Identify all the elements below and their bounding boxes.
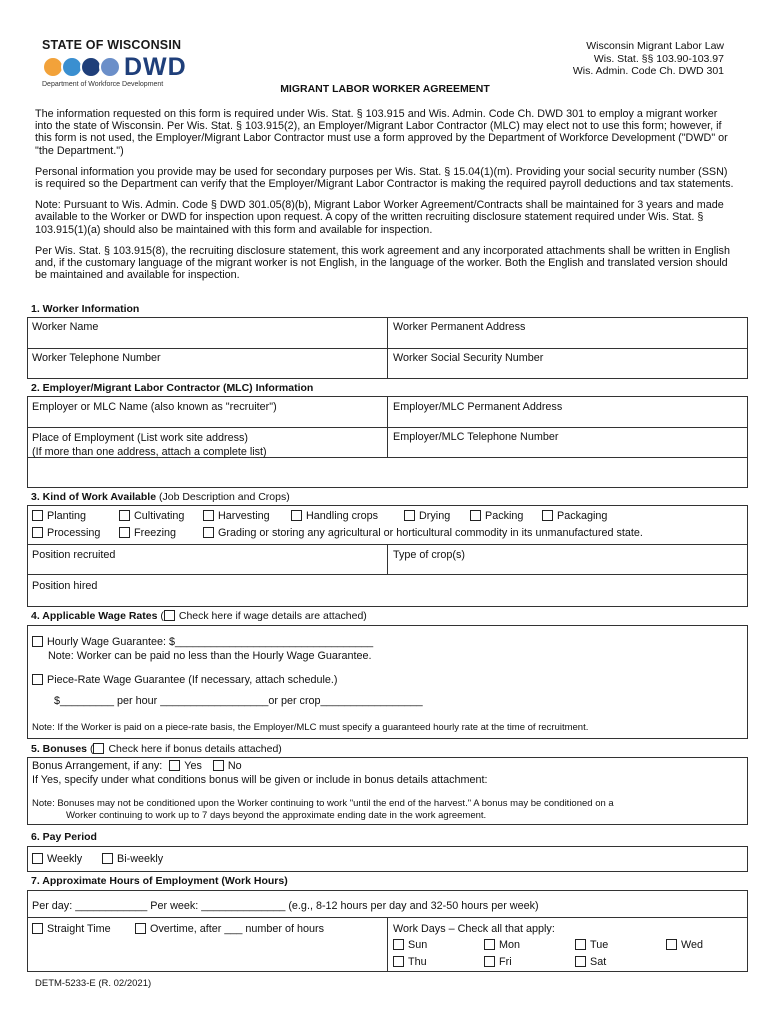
checkbox-icon[interactable] bbox=[102, 853, 113, 864]
work-hours-box bbox=[27, 890, 748, 972]
checkbox-icon[interactable] bbox=[32, 636, 43, 647]
weekly-option[interactable] bbox=[32, 853, 82, 865]
piece-rate-option[interactable] bbox=[32, 674, 337, 686]
checkbox-icon[interactable] bbox=[470, 510, 481, 521]
logo-dept-text: Department of Workforce Development bbox=[42, 81, 164, 88]
checkbox-icon[interactable] bbox=[203, 527, 214, 538]
option-label: Harvesting bbox=[218, 510, 270, 522]
checkbox-icon[interactable] bbox=[32, 923, 43, 934]
overtime-option[interactable] bbox=[135, 923, 324, 935]
day-label: Tue bbox=[590, 939, 609, 951]
checkbox-icon[interactable] bbox=[203, 510, 214, 521]
checkbox-freezing[interactable] bbox=[119, 527, 176, 539]
bonus-note-line2: Worker continuing to work up to 7 days beyond the approximate ending date in the work agreement. bbox=[66, 810, 487, 821]
employer-address-field[interactable]: Employer/MLC Permanent Address bbox=[393, 401, 563, 413]
section-3-title bbox=[31, 491, 290, 503]
bonus-no-checkbox[interactable] bbox=[213, 760, 224, 771]
section-5-title-text: 5. Bonuses bbox=[31, 743, 88, 755]
day-label: Sat bbox=[590, 956, 607, 968]
intro-paragraph: Per Wis. Stat. § 103.915(8), the recruiting disclosure statement, this work agreement and any incorporated attachments shall be written in English and, if the customary language of the migrant worker is not English, in the language of the worker. Both the English and translated version should be maintained and available for inspection. bbox=[35, 244, 730, 282]
checkbox-icon[interactable] bbox=[393, 939, 404, 950]
straight-time-label: Straight Time bbox=[47, 923, 111, 935]
law-line: Wisconsin Migrant Labor Law bbox=[586, 40, 724, 52]
option-label: Processing bbox=[47, 527, 101, 539]
pay-period-box bbox=[27, 846, 748, 872]
checkbox-icon[interactable] bbox=[666, 939, 677, 950]
day-label: Thu bbox=[408, 956, 427, 968]
checkbox-icon[interactable] bbox=[32, 510, 43, 521]
worker-ssn-field[interactable]: Worker Social Security Number bbox=[393, 352, 544, 364]
straight-time-option[interactable] bbox=[32, 923, 111, 935]
employer-name-field[interactable]: Employer or MLC Name (also known as "recruiter") bbox=[32, 401, 277, 413]
bonus-specify: If Yes, specify under what conditions bonus will be given or include in bonus details attachment: bbox=[32, 774, 488, 786]
hourly-wage-label: Hourly Wage Guarantee: $_________________________________ bbox=[47, 636, 374, 648]
day-fri[interactable] bbox=[484, 956, 512, 968]
law-line: Wis. Admin. Code Ch. DWD 301 bbox=[572, 65, 724, 77]
section-1-title: 1. Worker Information bbox=[31, 303, 140, 315]
bonus-attached-checkbox[interactable] bbox=[93, 743, 104, 754]
biweekly-option[interactable] bbox=[102, 853, 163, 865]
law-reference bbox=[573, 40, 724, 78]
section-4-title: 4. Applicable Wage Rates ( Check here if wage details are attached) bbox=[31, 610, 367, 622]
wage-rates-box bbox=[27, 625, 748, 739]
worker-info-box bbox=[27, 317, 748, 379]
checkbox-icon[interactable] bbox=[484, 939, 495, 950]
option-label: Drying bbox=[419, 510, 451, 522]
checkbox-icon[interactable] bbox=[32, 853, 43, 864]
form-title: MIGRANT LABOR WORKER AGREEMENT bbox=[280, 83, 490, 95]
section-4-title-text: 4. Applicable Wage Rates bbox=[31, 610, 158, 622]
worker-phone-field[interactable]: Worker Telephone Number bbox=[32, 352, 161, 364]
checkbox-icon[interactable] bbox=[135, 923, 146, 934]
checkbox-icon[interactable] bbox=[32, 674, 43, 685]
place-of-employment-note: (If more than one address, attach a complete list) bbox=[32, 446, 267, 458]
checkbox-icon[interactable] bbox=[393, 956, 404, 967]
logo-dwd-text: DWD bbox=[124, 53, 187, 81]
option-label: Cultivating bbox=[134, 510, 185, 522]
law-line: Wis. Stat. §§ 103.90-103.97 bbox=[593, 52, 724, 65]
logo-state-text: STATE OF WISCONSIN bbox=[42, 38, 182, 52]
day-sat[interactable] bbox=[575, 956, 606, 968]
crop-type-field[interactable]: Type of crop(s) bbox=[393, 549, 466, 561]
day-label: Fri bbox=[499, 956, 512, 968]
page-header bbox=[0, 0, 770, 90]
checkbox-icon[interactable] bbox=[484, 956, 495, 967]
checkbox-processing[interactable] bbox=[32, 527, 100, 539]
intro-paragraph: Note: Pursuant to Wis. Admin. Code § DWD 301.05(8)(b), Migrant Labor Worker Agreement/Contracts shall be maintained for 3 years and made available to the Worker or DWD for inspection upon request. A copy of the written recruiting disclosure statement required under Wis. Stat. § 103.915(1)(a) should also be maintained with this form and available for inspection. bbox=[35, 199, 724, 236]
checkbox-grading-storing[interactable] bbox=[203, 527, 643, 539]
checkbox-harvesting[interactable] bbox=[203, 510, 270, 522]
checkbox-icon[interactable] bbox=[404, 510, 415, 521]
checkbox-icon[interactable] bbox=[575, 939, 586, 950]
checkbox-icon[interactable] bbox=[542, 510, 553, 521]
day-wed[interactable] bbox=[666, 939, 703, 951]
bonus-yes-label: Yes bbox=[184, 760, 202, 772]
day-tue[interactable] bbox=[575, 939, 608, 951]
option-label: Freezing bbox=[134, 527, 177, 539]
weekly-label: Weekly bbox=[47, 853, 83, 865]
worker-name-field[interactable]: Worker Name bbox=[32, 321, 99, 333]
bonus-no-label: No bbox=[227, 760, 242, 772]
checkbox-icon[interactable] bbox=[575, 956, 586, 967]
hourly-wage-note: Note: Worker can be paid no less than the Hourly Wage Guarantee. bbox=[48, 650, 372, 662]
section-2-title: 2. Employer/Migrant Labor Contractor (MLC) Information bbox=[31, 382, 314, 394]
hours-per-day-week[interactable]: Per day: ____________ Per week: ______________ (e.g., 8-12 hours per day and 32-50 hours per week) bbox=[32, 900, 539, 912]
checkbox-cultivating[interactable] bbox=[119, 510, 184, 522]
day-label: Mon bbox=[499, 939, 521, 951]
section-5-title: 5. Bonuses ( Check here if bonus details attached) bbox=[31, 743, 282, 755]
wage-attached-checkbox[interactable] bbox=[164, 610, 175, 621]
hourly-wage-option[interactable] bbox=[32, 636, 373, 648]
place-of-employment-label[interactable]: Place of Employment (List work site address) bbox=[32, 432, 249, 444]
option-label: Packing bbox=[485, 510, 524, 522]
bonuses-box bbox=[27, 757, 748, 825]
bonus-yes-checkbox[interactable] bbox=[169, 760, 180, 771]
logo-circles-icon bbox=[42, 56, 118, 78]
option-label: Packaging bbox=[557, 510, 608, 522]
position-recruited-field[interactable]: Position recruited bbox=[32, 549, 116, 561]
checkbox-icon[interactable] bbox=[32, 527, 43, 538]
piece-rate-label: Piece-Rate Wage Guarantee (If necessary, attach schedule.) bbox=[47, 674, 338, 686]
day-mon[interactable] bbox=[484, 939, 520, 951]
option-label: Handling crops bbox=[306, 510, 379, 522]
checkbox-icon[interactable] bbox=[119, 527, 130, 538]
section-6-title: 6. Pay Period bbox=[31, 831, 97, 843]
work-days-label: Work Days – Check all that apply: bbox=[393, 923, 555, 935]
section-3-title-note: (Job Description and Crops) bbox=[158, 491, 290, 503]
section-5-title-note: Check here if bonus details attached) bbox=[108, 743, 282, 755]
day-label: Wed bbox=[681, 939, 704, 951]
checkbox-planting[interactable] bbox=[32, 510, 86, 522]
intro-text bbox=[35, 108, 735, 290]
section-4-title-note: Check here if wage details are attached) bbox=[178, 610, 367, 622]
employer-info-box bbox=[27, 396, 748, 488]
checkbox-icon[interactable] bbox=[119, 510, 130, 521]
position-hired-field[interactable]: Position hired bbox=[32, 580, 98, 592]
bonus-note-line1: Note: Bonuses may not be conditioned upon the Worker continuing to work "until the end of the harvest." A bonus may be conditioned on a bbox=[32, 798, 614, 809]
day-thu[interactable] bbox=[393, 956, 427, 968]
option-label: Grading or storing any agricultural or horticultural commodity in its unmanufactured state. bbox=[218, 527, 643, 539]
employer-phone-field[interactable]: Employer/MLC Telephone Number bbox=[393, 431, 559, 443]
biweekly-label: Bi-weekly bbox=[117, 853, 164, 865]
intro-paragraph: The information requested on this form is required under Wis. Stat. § 103.915 and Wis. Admin. Code Ch. DWD 301 to employ a migrant worker into the state of Wisconsin. Per Wis. Stat. § 103.915(2), an Employer/Migrant Labor Contractor (MLC) may elect not to use this form; however, if this form is not used, the Employer/Migrant Labor Contractor must use a form approved by the Department of Workforce Development ("DWD" or "the Department.") bbox=[35, 108, 728, 157]
bonus-arrangement bbox=[32, 760, 242, 772]
checkbox-icon[interactable] bbox=[291, 510, 302, 521]
checkbox-packaging[interactable] bbox=[542, 510, 607, 522]
day-sun[interactable] bbox=[393, 939, 427, 951]
intro-paragraph: Personal information you provide may be used for secondary purposes per Wis. Stat. § 15.04(1)(m). Providing your social security number (SSN) is required so the Department can verify that the Employer/Migrant Labor Contractor is making the required payroll deductions and tax statements. bbox=[35, 165, 734, 191]
checkbox-drying[interactable] bbox=[404, 510, 450, 522]
day-label: Sun bbox=[408, 939, 428, 951]
bonus-arrangement-label: Bonus Arrangement, if any: bbox=[32, 760, 163, 772]
option-label: Planting bbox=[47, 510, 87, 522]
work-kind-box bbox=[27, 505, 748, 607]
checkbox-handling-crops[interactable] bbox=[291, 510, 378, 522]
piece-rate-line[interactable]: $_________ per hour __________________or per crop_________________ bbox=[54, 695, 423, 707]
section-7-title: 7. Approximate Hours of Employment (Work Hours) bbox=[31, 875, 288, 887]
worker-address-field[interactable]: Worker Permanent Address bbox=[393, 321, 526, 333]
form-number: DETM-5233-E (R. 02/2021) bbox=[35, 978, 152, 989]
checkbox-packing[interactable] bbox=[470, 510, 523, 522]
wage-note: Note: If the Worker is paid on a piece-rate basis, the Employer/MLC must specify a guaranteed hourly rate at the time of recruitment. bbox=[32, 722, 589, 733]
overtime-label: Overtime, after ___ number of hours bbox=[150, 923, 325, 935]
section-3-title-text: 3. Kind of Work Available bbox=[31, 491, 157, 503]
